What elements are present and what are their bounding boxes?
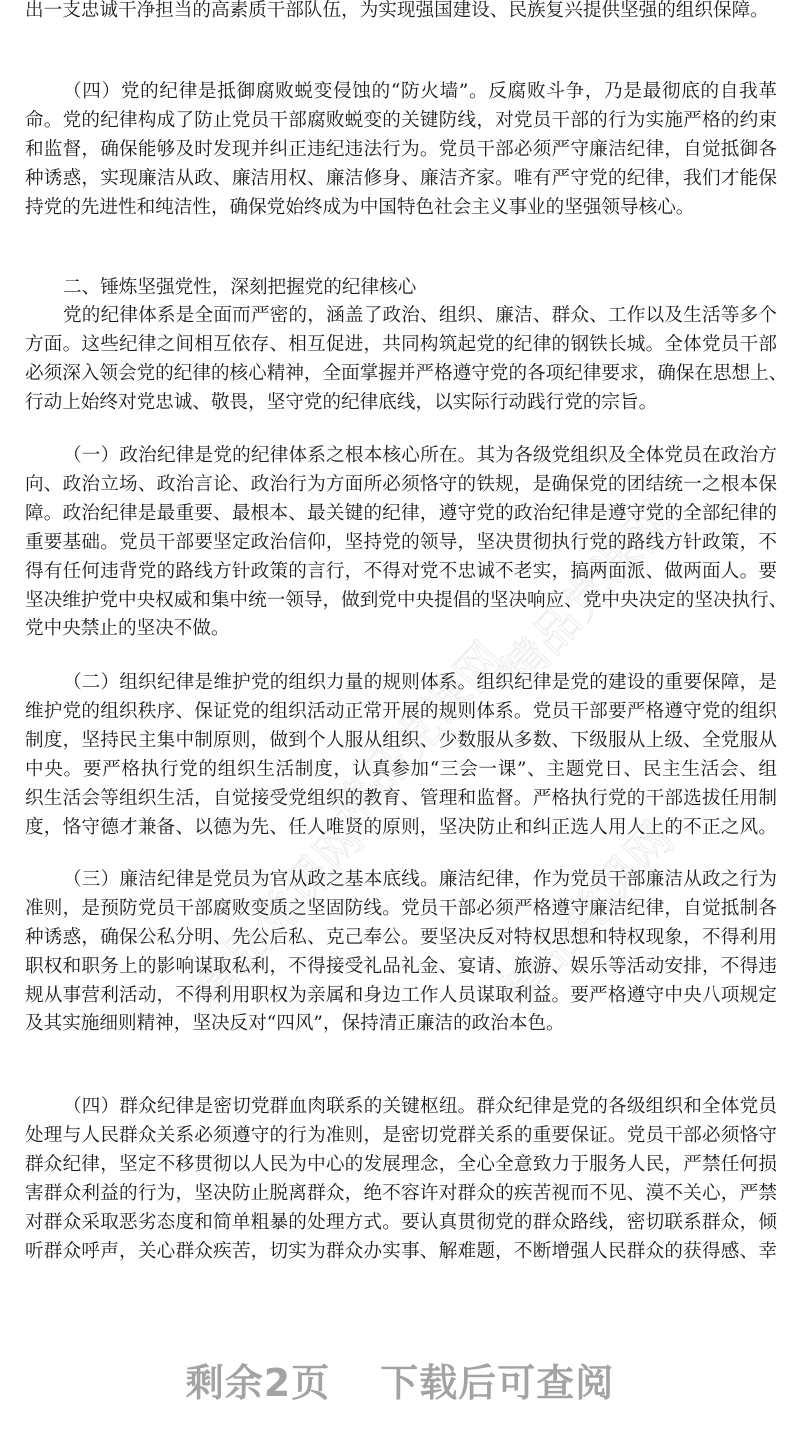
paragraph-line: 和监督，确保能够及时发现并纠正违纪违法行为。党员干部必须严守廉洁纪律，自觉抵御各: [25, 139, 777, 160]
paragraph-line: 障。政治纪律是最重要、最根本、最关键的纪律，遵守党的政治纪律是遵守党的全部纪律的: [25, 503, 777, 524]
paragraph-line: 坚决维护党中央权威和集中统一领导，做到党中央提倡的坚决响应、党中央决定的坚决执行、: [25, 590, 788, 611]
paragraph-line: 对群众采取恶劣态度和简单粗暴的处理方式。要认真贯彻党的群众路线，密切联系群众，倾: [25, 1212, 777, 1233]
continuation-line: 出一支忠诚干净担当的高素质干部队伍，为实现强国建设、民族复兴提供坚强的组织保障。: [25, 0, 769, 21]
paragraph-line: 向、政治立场、政治言论、政治行为方面所必须恪守的铁规，是确保党的团结统一之根本保: [25, 474, 777, 495]
paragraph-line: 持党的先进性和纯洁性，确保党始终成为中国特色社会主义事业的坚强领导核心。: [25, 197, 695, 218]
paragraph-line: 行动上始终对党忠诚、敬畏，坚守党的纪律底线，以实际行动践行党的宗旨。: [25, 392, 658, 413]
paragraph-line: 害群众利益的行为，坚决防止脱离群众，绝不容许对群众的疾苦视而不见、漠不关心，严禁: [25, 1183, 777, 1204]
watermark: 精品党课网: [490, 491, 685, 699]
paragraph-line: 种诱惑，实现廉洁从政、廉洁用权、廉洁修身、廉洁齐家。唯有严守党的纪律，我们才能保: [25, 168, 777, 189]
download-to-view-banner[interactable]: [0, 1352, 800, 1407]
paragraph-line: 职权和职务上的影响谋取私利，不得接受礼品礼金、宴请、旅游、娱乐等活动安排，不得违: [25, 956, 777, 977]
watermark: 精品党课网: [180, 811, 375, 1019]
watermark: 精品党课网: [320, 631, 515, 839]
paragraph-line: 中央。要严格执行党的组织生活制度，认真参加“三会一课”、主题党日、民主生活会、组: [25, 759, 777, 780]
paragraph-line: （一）政治纪律是党的纪律体系之根本核心所在。其为各级党组织及全体党员在政治方: [63, 445, 777, 466]
paragraph-line: 维护党的组织秩序、保证党的组织活动正常开展的规则体系。党员干部要严格遵守党的组织: [25, 701, 777, 722]
paragraph-line: 准则，是预防党员干部腐败变质之坚固防线。党员干部必须严格遵守廉洁纪律，自觉抵制各: [25, 898, 777, 919]
paragraph-line: 听群众呼声，关心群众疾苦，切实为群众办实事、解难题，不断增强人民群众的获得感、幸: [25, 1241, 777, 1262]
paragraph-line: 制度，坚持民主集中制原则，做到个人服从组织、少数服从多数、下级服从上级、全党服从: [25, 730, 777, 751]
paragraph-line: 党的纪律体系是全面而严密的，涵盖了政治、组织、廉洁、群众、工作以及生活等多个: [63, 305, 777, 326]
paragraph-line: 命。党的纪律构成了防止党员干部腐败蜕变的关键防线，对党员干部的行为实施严格的约束: [25, 110, 777, 131]
paragraph-line: 规从事营利活动，不得利用职权为亲属和身边工作人员谋取利益。要严格遵守中央八项规定: [25, 985, 777, 1006]
section-heading: 二、锤炼坚强党性，深刻把握党的纪律核心: [63, 277, 417, 298]
paragraph-line: 群众纪律，坚定不移贯彻以人民为中心的发展理念，全心全意致力于服务人民，严禁任何损: [25, 1154, 777, 1175]
paragraph-line: （二）组织纪律是维护党的组织力量的规则体系。组织纪律是党的建设的重要保障，是: [63, 672, 777, 693]
paragraph-line: 度，恪守德才兼备、以德为先、任人唯贤的原则，坚决防止和纠正选人用人上的不正之风。: [25, 817, 777, 838]
paragraph-line: 种诱惑，确保公私分明、先公后私、克己奉公。要坚决反对特权思想和特权现象，不得利用: [25, 927, 777, 948]
paragraph-line: （四）党的纪律是抵御腐败蜕变侵蚀的“防火墙”。反腐败斗争，乃是最彻底的自我革: [63, 81, 777, 102]
remaining-pages-label: 剩余2页: [185, 1361, 331, 1405]
paragraph-line: 及其实施细则精神，坚决反对“四风”，保持清正廉洁的政治本色。: [25, 1013, 565, 1034]
paragraph-line: 织生活会等组织生活，自觉接受党组织的教育、管理和监督。严格执行党的干部选拔任用制: [25, 788, 777, 809]
paragraph-line: 党中央禁止的坚决不做。: [25, 618, 230, 639]
paragraph-line: 必须深入领会党的纪律的核心精神，全面掌握并严格遵守党的各项纪律要求，确保在思想上、: [25, 363, 788, 384]
paragraph-line: 方面。这些纪律之间相互依存、相互促进，共同构筑起党的纪律的钢铁长城。全体党员干部: [25, 334, 777, 355]
paragraph-line: 得有任何违背党的路线方针政策的言行，不得对党不忠诚不老实，搞两面派、做两面人。要: [25, 561, 777, 582]
watermark: 精品党课网: [490, 811, 685, 1019]
paragraph-line: （三）廉洁纪律是党员为官从政之基本底线。廉洁纪律，作为党员干部廉洁从政之行为: [63, 869, 777, 890]
paragraph-line: （四）群众纪律是密切党群血肉联系的关键枢纽。群众纪律是党的各级组织和全体党员: [63, 1096, 777, 1117]
paragraph-line: 重要基础。党员干部要坚定政治信仰，坚持党的领导，坚决贯彻执行党的路线方针政策，不: [25, 532, 777, 553]
download-to-view-label: 下载后可查阅: [380, 1361, 615, 1405]
paragraph-line: 处理与人民群众关系必须遵守的行为准则，是密切党群关系的重要保证。党员干部必须恪守: [25, 1125, 777, 1146]
